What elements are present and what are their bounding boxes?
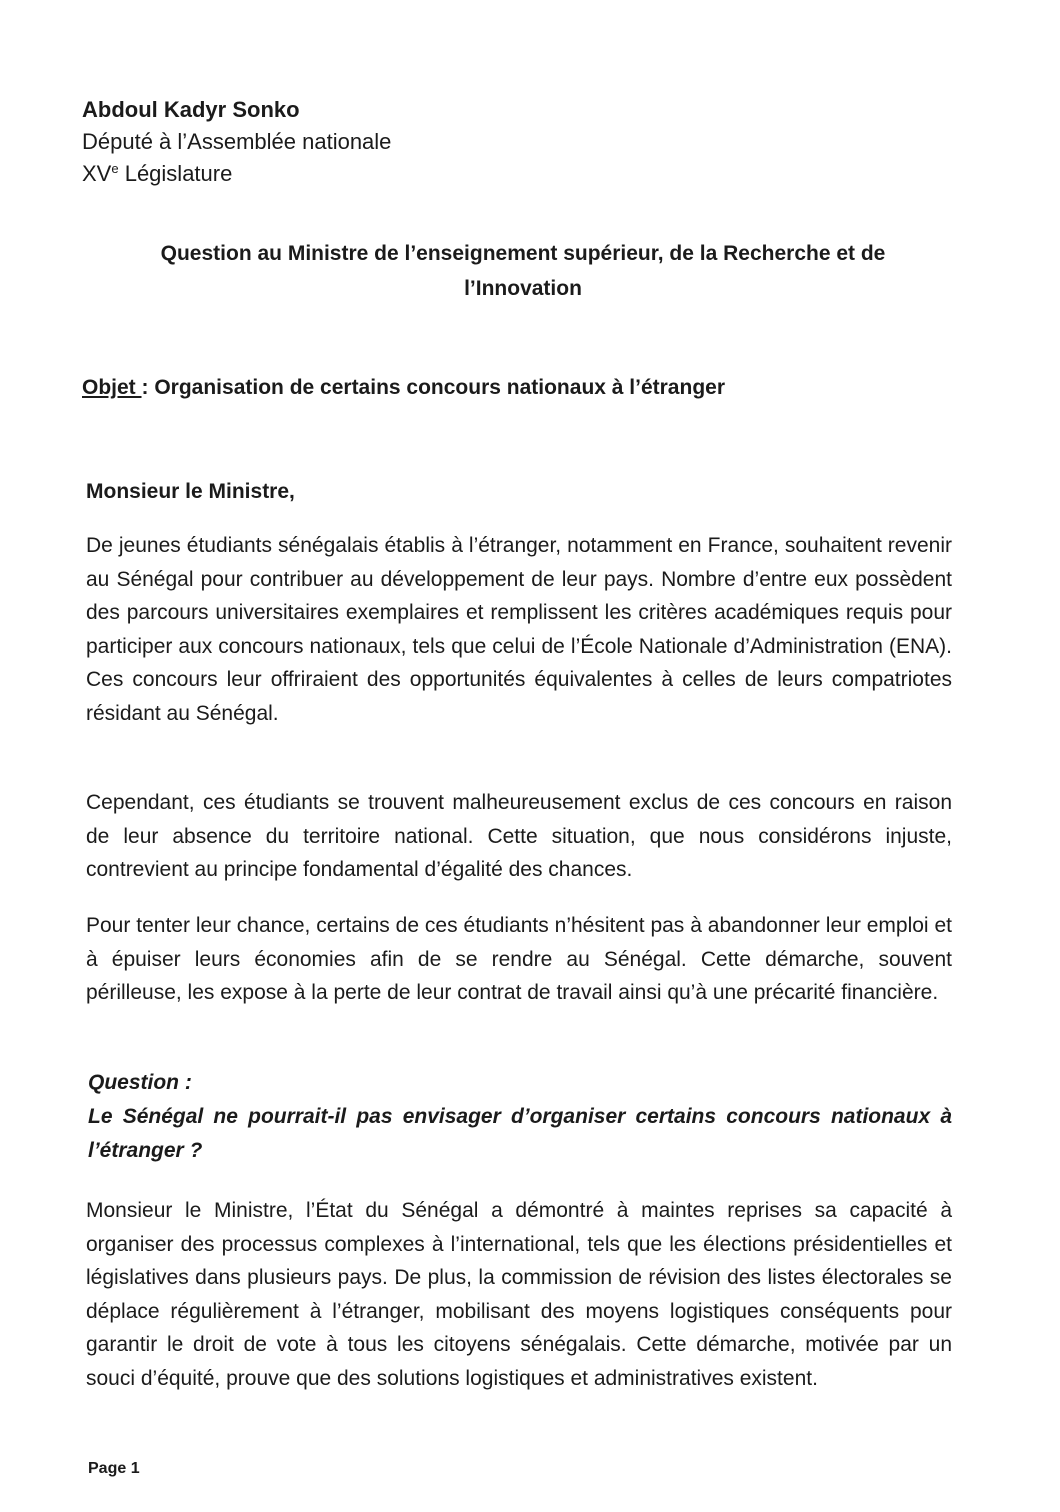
paragraph-3: Pour tenter leur chance, certains de ces étudiants n’hésitent pas à abandonner leur emploi et à épuiser leurs économies afin de se rendre au Sénégal. Cette démarche, souvent périlleuse, les expose à la perte de leur contrat de travail ainsi qu’à une précarité financière. [86, 914, 952, 1005]
legislature-superscript: e [111, 161, 119, 176]
paragraph-4: Monsieur le Ministre, l’État du Sénégal a démontré à maintes reprises sa capacité à organiser des processus complexes à l’international, tels que les élections présidentielles et législatives dans plusieurs pays. De plus, la commission de révision des listes électorales se déplace régulièrement à l’étranger, mobilisant des moyens logistiques conséquents pour garantir le droit de vote à tous les citoyens sénégalais. Cette démarche, motivée par un souci d’équité, prouve que des solutions logistiques et administratives existent. [86, 1199, 952, 1390]
object-separator: : [141, 376, 155, 399]
legislature-suffix: Législature [118, 161, 233, 186]
object-text: Organisation de certains concours nationaux à l’étranger [154, 376, 725, 399]
recipient-line-2: l’Innovation [464, 277, 582, 300]
sender-title: Député à l’Assemblée nationale [82, 129, 392, 154]
page-number: Page 1 [88, 1460, 140, 1477]
salutation: Monsieur le Ministre, [86, 480, 295, 503]
object-line [82, 372, 725, 404]
recipient-heading [90, 236, 956, 306]
sender-name: Abdoul Kadyr Sonko [82, 97, 300, 122]
legislature-prefix: XV [82, 161, 112, 186]
question-text: Le Sénégal ne pourrait-il pas envisager d’organiser certains concours nationaux à l’étranger ? [88, 1105, 952, 1162]
object-label: Objet [82, 376, 142, 399]
paragraph-2: Cependant, ces étudiants se trouvent malheureusement exclus de ces concours en raison de leur absence du territoire national. Cette situation, que nous considérons injuste, contrevient au principe fondamental d’égalité des chances. [86, 791, 952, 882]
paragraph-1: De jeunes étudiants sénégalais établis à l’étranger, notamment en France, souhaitent revenir au Sénégal pour contribuer au développement de leur pays. Nombre d’entre eux possèdent des parcours universitaires exemplaires et remplissent les critères académiques requis pour participer aux concours nationaux, tels que celui de l’École Nationale d’Administration (ENA). Ces concours leur offriraient des opportunités équivalentes à celles de leurs compatriotes résidant au Sénégal. [86, 534, 952, 725]
sender-block [82, 94, 391, 190]
question-label: Question : [88, 1071, 192, 1094]
recipient-line-1: Question au Ministre de l’enseignement supérieur, de la Recherche et de [160, 242, 886, 265]
sender-legislature [82, 158, 391, 190]
